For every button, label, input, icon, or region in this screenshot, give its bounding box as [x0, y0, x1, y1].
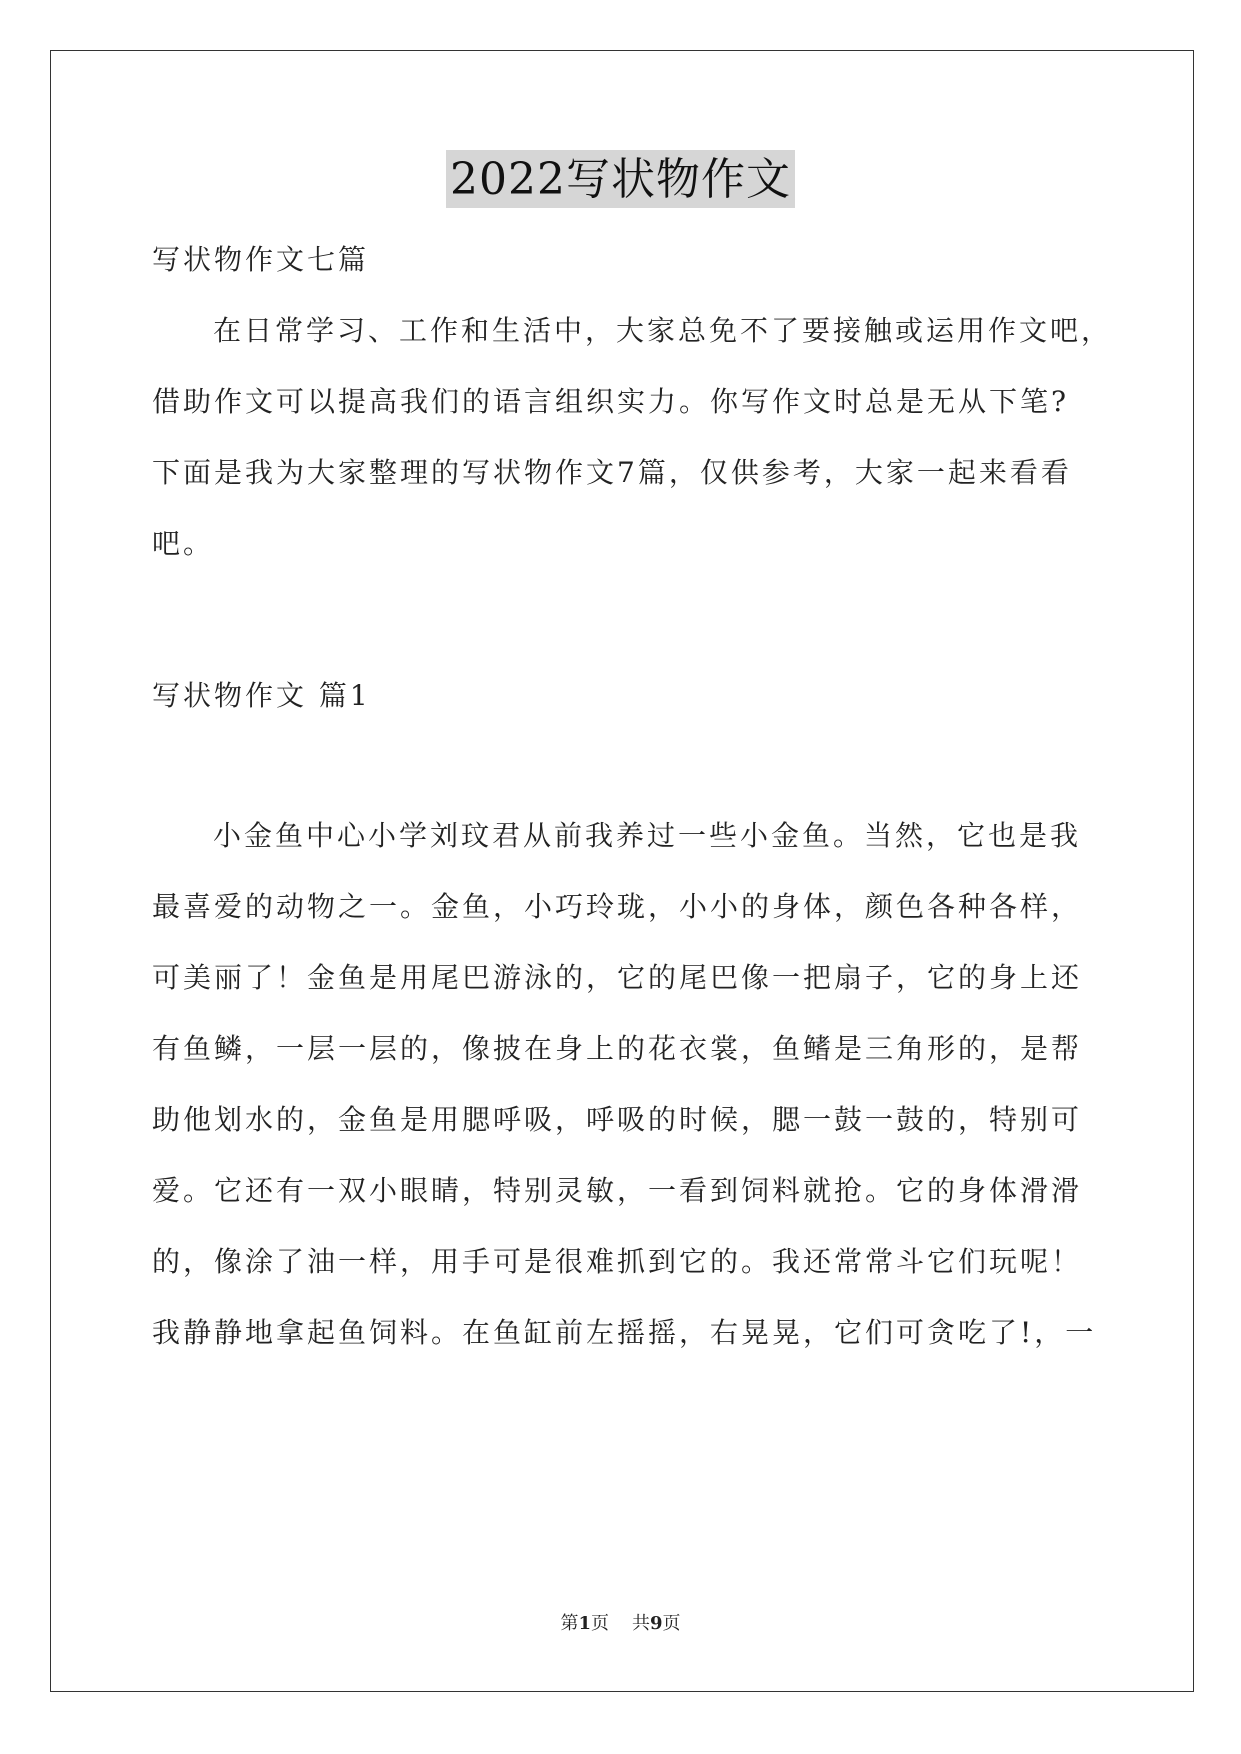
document-subtitle: 写状物作文七篇	[152, 243, 370, 276]
body-line: 爱。它还有一双小眼睛，特别灵敏，一看到饲料就抢。它的身体滑滑	[152, 1174, 1083, 1207]
intro-line: 吧。	[152, 527, 215, 560]
footer-page-suffix: 页	[591, 1613, 610, 1634]
body-line: 的，像涂了油一样，用手可是很难抓到它的。我还常常斗它们玩呢！	[152, 1245, 1083, 1278]
intro-line: 在日常学习、工作和生活中，大家总免不了要接触或运用作文吧，	[213, 314, 1113, 347]
body-line: 可美丽了！金鱼是用尾巴游泳的，它的尾巴像一把扇子，它的身上还	[152, 961, 1083, 994]
section-heading: 写状物作文 篇1	[152, 679, 371, 712]
body-line: 最喜爱的动物之一。金鱼，小巧玲珑，小小的身体，颜色各种各样，	[152, 890, 1083, 923]
body-line: 小金鱼中心小学刘玟君从前我养过一些小金鱼。当然，它也是我	[213, 819, 1082, 852]
page-border	[50, 50, 1194, 1692]
footer-total-suffix: 页	[662, 1613, 681, 1634]
document-title: 2022写状物作文	[446, 150, 795, 208]
intro-line: 下面是我为大家整理的写状物作文7篇，仅供参考，大家一起来看看	[152, 456, 1072, 489]
body-line: 助他划水的，金鱼是用腮呼吸，呼吸的时候，腮一鼓一鼓的，特别可	[152, 1103, 1083, 1136]
footer-total-pages: 9	[649, 1613, 663, 1634]
footer-page-number: 1	[578, 1613, 592, 1634]
page-footer	[0, 1612, 1241, 1636]
body-line: 我静静地拿起鱼饲料。在鱼缸前左摇摇，右晃晃，它们可贪吃了!，一	[152, 1316, 1097, 1349]
body-line: 有鱼鳞，一层一层的，像披在身上的花衣裳，鱼鳍是三角形的，是帮	[152, 1032, 1083, 1065]
footer-total-prefix: 共	[631, 1613, 650, 1634]
intro-line: 借助作文可以提高我们的语言组织实力。你写作文时总是无从下笔?	[152, 385, 1070, 418]
footer-page-prefix: 第	[560, 1613, 579, 1634]
title-container	[0, 150, 1241, 208]
